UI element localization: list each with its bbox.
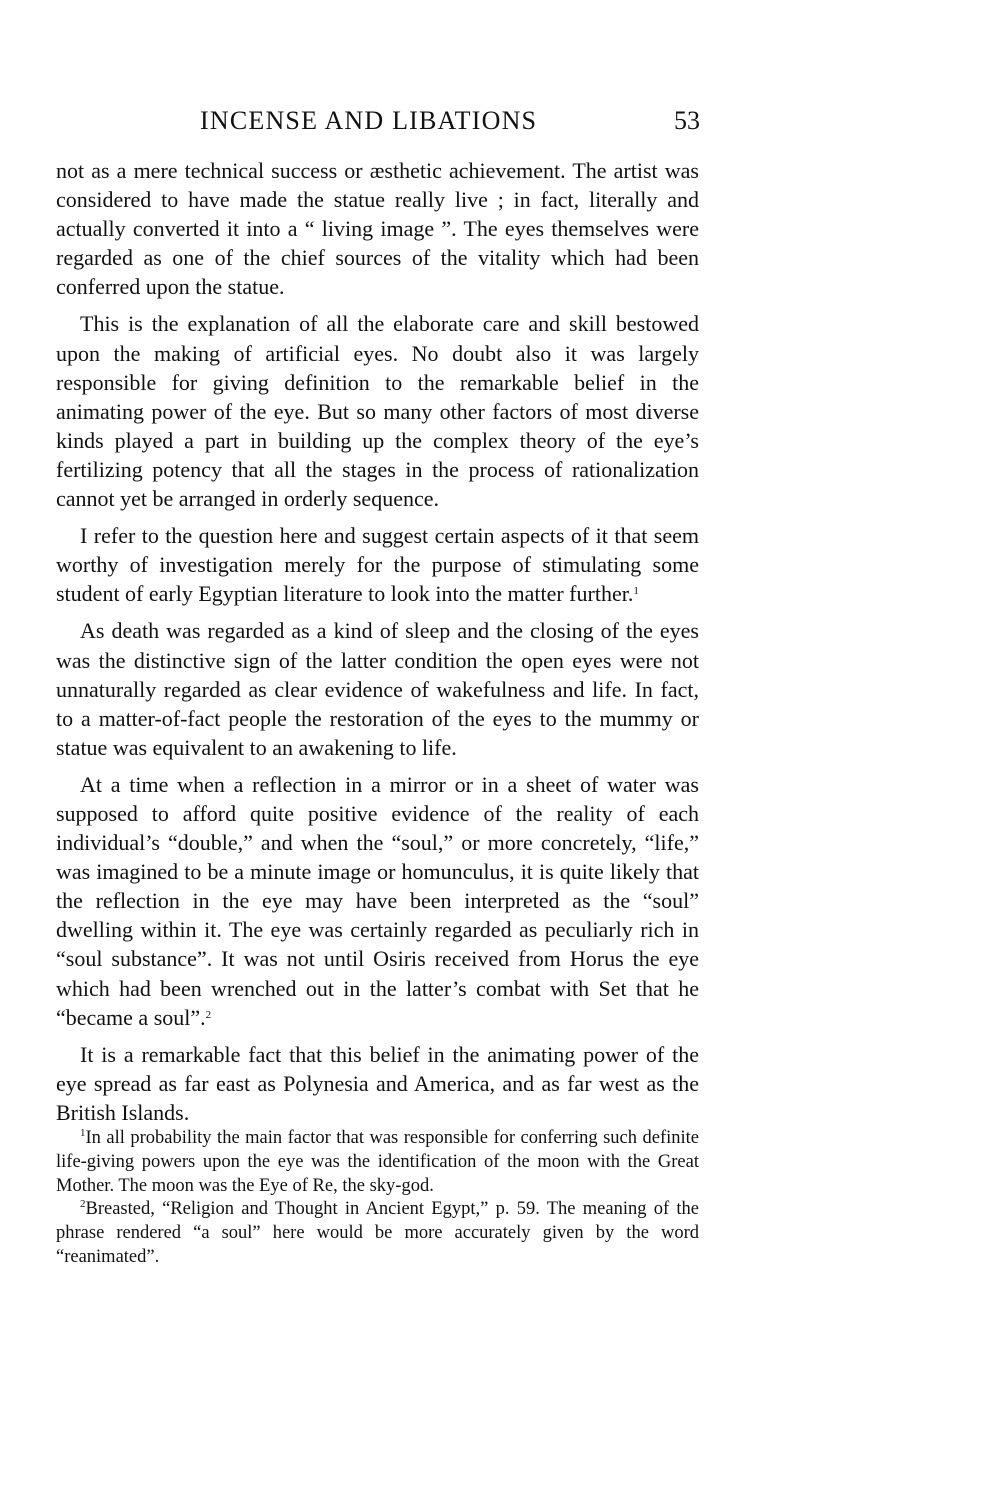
footnote-2 bbox=[56, 1198, 699, 1269]
page-header bbox=[200, 104, 700, 138]
footnote-ref-2: 2 bbox=[205, 1008, 212, 1021]
paragraph-3 bbox=[56, 521, 699, 608]
footnote-1 bbox=[56, 1127, 699, 1198]
paragraph-2: This is the explanation of all the elaborate care and skill bestowed upon the making of artificial eyes. No doubt also it was largely responsible for giving definition to the remarkable belief in the animating power of the eye. But so many other factors of most diverse kinds played a part in building up the complex theory of the eye’s fertilizing potency that all the stages in the process of rationalization cannot yet be arranged in orderly sequence. bbox=[56, 311, 699, 512]
paragraph-4: As death was regarded as a kind of sleep and the closing of the eyes was the distinctive sign of the latter condition the open eyes were not unnaturally regarded as clear evidence of wakefulness and life. In fact, to a matter-of-fact people the restoration of the eyes to the mummy or statue was equivalent to an awakening to life. bbox=[56, 618, 699, 760]
footnote-1-text: In all probability the main factor that was responsible for conferring such definite life-giving powers upon the eye was the identification of the moon with the Great Mother. The moon was the Eye of Re, the sky-god. bbox=[56, 1128, 699, 1196]
paragraph-6: It is a remarkable fact that this belief in the animating power of the eye spread as far east as Polynesia and America, and as far west as the British Islands. bbox=[56, 1041, 699, 1125]
paragraph-3-text: I refer to the question here and suggest certain aspects of it that seem worthy of investigation merely for the purpose of stimulating some student of early Egyptian literature to look into the matter further. bbox=[56, 523, 699, 607]
footnote-2-text: Breasted, “Religion and Thought in Ancient Egypt,” p. 59. The meaning of the phrase rendered “a soul” here would be more accurately given by the word “reanimated”. bbox=[56, 1199, 699, 1267]
footnotes bbox=[56, 1127, 699, 1270]
page-number: 53 bbox=[674, 106, 700, 135]
running-title: INCENSE AND LIBATIONS bbox=[200, 106, 538, 135]
paragraph-5-text: At a time when a reflection in a mirror or in a sheet of water was supposed to afford quite positive evidence of the reality of each individual’s “double,” and when the “soul,” or more concretely, “life,” was imagined to be a minute image or homunculus, it is quite likely that the reflection in the eye may have been interpreted as the “soul” dwelling within it. The eye was certainly regarded as peculiarly rich in “soul substance”. It was not until Osiris received from Horus the eye which had been wrenched out in the latter’s combat with Set that he “became a soul”. bbox=[56, 771, 699, 1030]
footnote-ref-1: 1 bbox=[633, 585, 639, 598]
body-text bbox=[56, 156, 699, 1135]
paragraph-1: not as a mere technical success or æsthetic achievement. The artist was considered to have made the statue really live ; in fact, literally and actually converted it into a “ living image ”. The eyes themselves were regarded as one of the chief sources of the vitality which had been conferred upon the statue. bbox=[56, 158, 699, 300]
footnote-1-marker: 1 bbox=[80, 1127, 86, 1139]
paragraph-5 bbox=[56, 770, 699, 1032]
footnote-2-marker: 2 bbox=[80, 1198, 86, 1211]
